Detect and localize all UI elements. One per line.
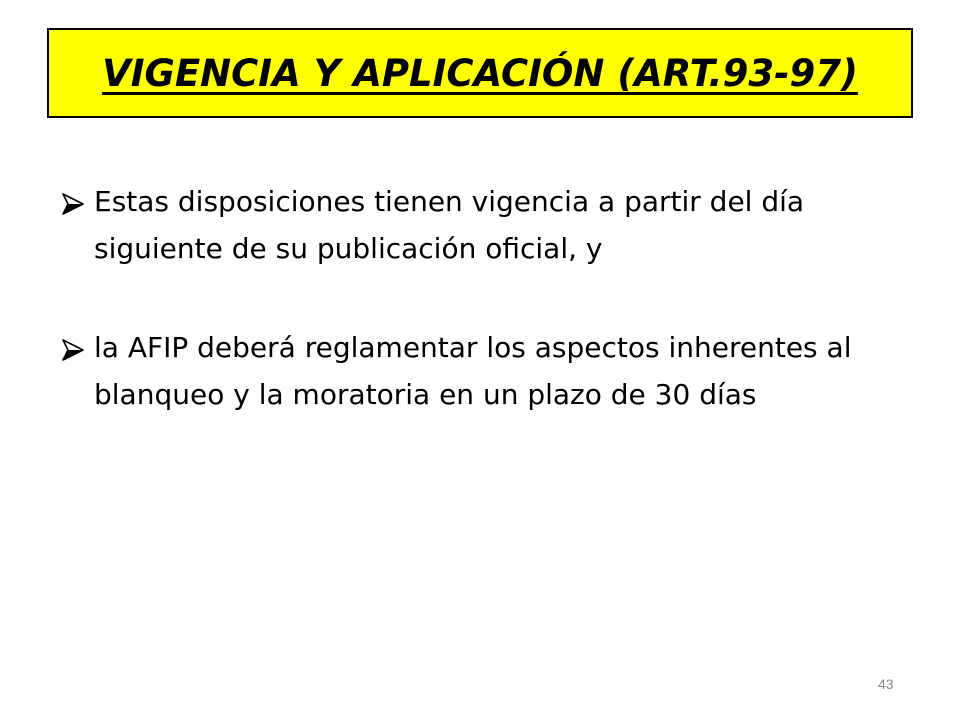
bullet-item — [62, 324, 912, 418]
arrowhead-bullet-icon — [62, 324, 94, 376]
bullet-list — [62, 178, 912, 418]
slide-title: VIGENCIA Y APLICACIÓN (ART.93-97) — [102, 51, 858, 95]
title-banner — [47, 28, 913, 118]
arrowhead-bullet-icon — [62, 178, 94, 230]
bullet-item — [62, 178, 912, 272]
bullet-text: Estas disposiciones tienen vigencia a partir del día siguiente de su publicación oficial, y — [94, 185, 805, 265]
page-number: 43 — [878, 676, 894, 692]
bullet-text: la AFIP deberá reglamentar los aspectos inherentes al blanqueo y la moratoria en un plazo de 30 días — [94, 331, 852, 411]
